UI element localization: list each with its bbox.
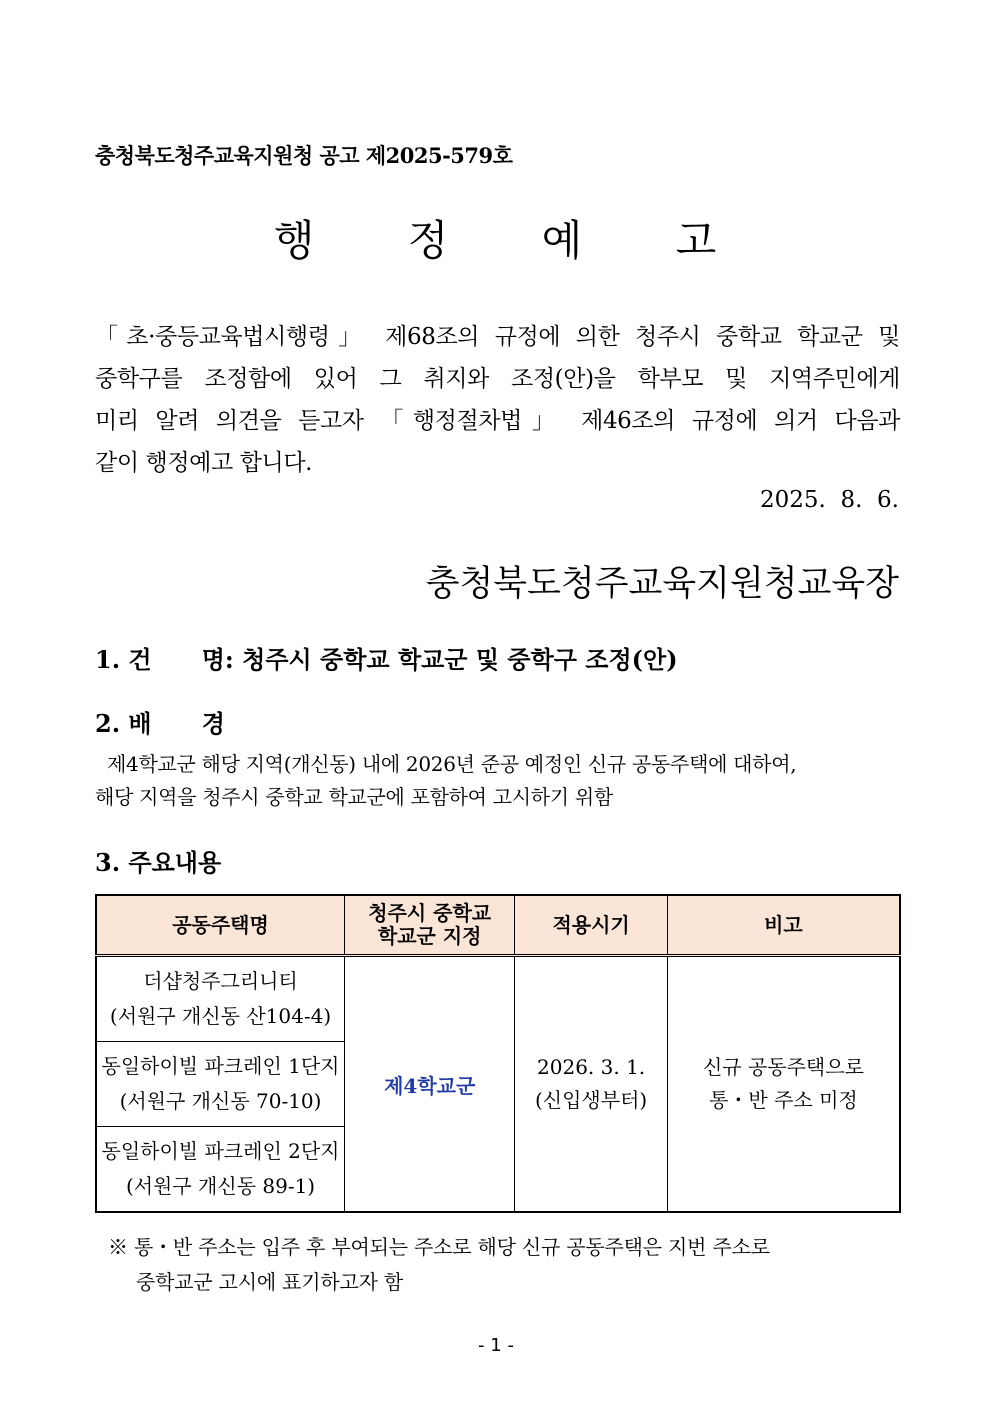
section-main-content-heading: 3. 주요내용 (95, 848, 222, 877)
section-subject: 1. 건 명: 청주시 중학교 학교군 및 중학구 조정(안) (95, 645, 678, 674)
notice-number: 충청북도청주교육지원청 공고 제2025-579호 (95, 143, 513, 168)
paragraph-line: 「초·중등교육법시행령」 제68조의 규정에 의한 청주시 중학교 학교군 및 (95, 324, 900, 350)
table-header-row (96, 895, 900, 956)
background-line: 해당 지역을 청주시 중학교 학교군에 포함하여 고시하기 위함 (95, 785, 613, 809)
section-background-text (95, 748, 900, 814)
school-group-cell: 제4학교군 (345, 956, 515, 1213)
document-title: 행 정 예 고 (273, 216, 757, 265)
note-line: 중학교군 고시에 표기하고자 함 (136, 1270, 404, 1294)
announcement-paragraph (95, 316, 900, 484)
apartment-name: 동일하이빌 파크레인 2단지 (101, 1139, 340, 1163)
apartment-address: (서원구 개신동 70-10) (119, 1089, 322, 1113)
apartment-cell (96, 1042, 345, 1127)
apartment-cell (96, 956, 345, 1042)
table-note (108, 1230, 900, 1300)
announcement-date: 2025. 8. 6. (760, 487, 899, 513)
background-line: 제4학교군 해당 지역(개신동) 내에 2026년 준공 예정인 신규 공동주택에 대하여, (107, 752, 797, 776)
remark-cell: 신규 공동주택으로 통・반 주소 미정 (667, 956, 900, 1213)
page-number: - 1 - (478, 1335, 514, 1356)
apartment-cell (96, 1127, 345, 1213)
paragraph-line: 미리 알려 의견을 듣고자 「행정절차법」 제46조의 규정에 의거 다음과 (95, 408, 900, 434)
header-school-group: 청주시 중학교 학교군 지정 (345, 895, 515, 956)
period-cell: 2026. 3. 1. (신입생부터) (515, 956, 668, 1213)
signer-title: 충청북도청주교육지원청교육장 (425, 564, 899, 604)
apartment-address: (서원구 개신동 산104-4) (109, 1004, 332, 1028)
apartment-address: (서원구 개신동 89-1) (125, 1174, 316, 1198)
header-remark: 비고 (667, 895, 900, 956)
header-period: 적용시기 (515, 895, 668, 956)
paragraph-line: 중학구를 조정함에 있어 그 취지와 조정(안)을 학부모 및 지역주민에게 (95, 366, 900, 392)
apartment-name: 동일하이빌 파크레인 1단지 (101, 1054, 340, 1078)
section-background-heading: 2. 배 경 (95, 709, 225, 738)
main-content-table (95, 894, 901, 1213)
header-apartment-name: 공동주택명 (96, 895, 345, 956)
paragraph-line: 같이 행정예고 합니다. (95, 450, 313, 476)
table-row (96, 956, 900, 1042)
note-line: ※ 통・반 주소는 입주 후 부여되는 주소로 해당 신규 공동주택은 지번 주소로 (108, 1235, 770, 1259)
apartment-name: 더샵청주그리니티 (143, 969, 298, 993)
